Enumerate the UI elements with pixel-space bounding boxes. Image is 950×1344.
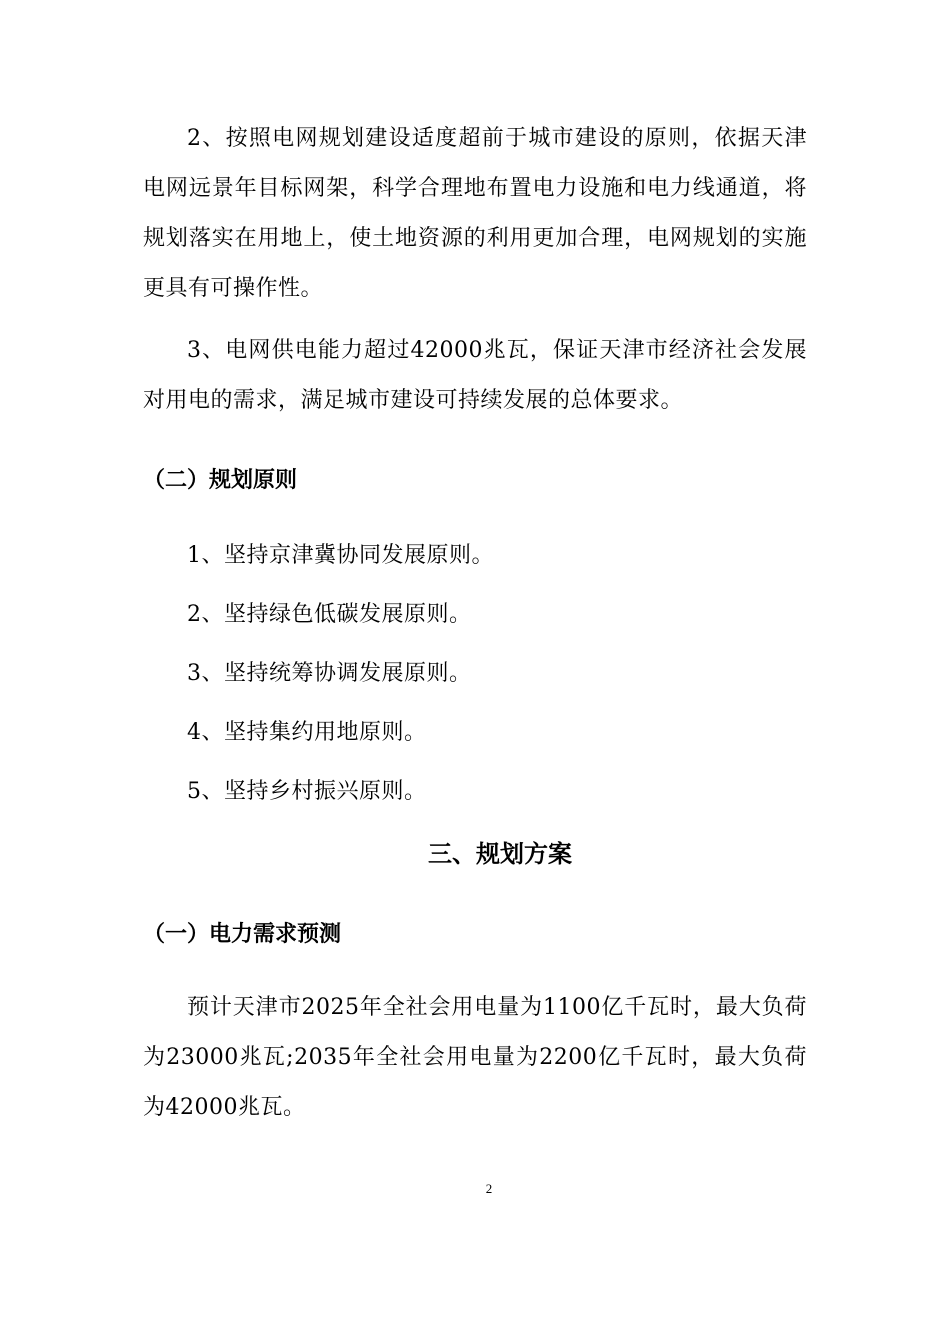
heading-planning-scheme: 三、规划方案 <box>428 840 572 868</box>
heading-planning-principles: （二）规划原则 <box>143 468 298 493</box>
paragraph-demand-forecast: 预计天津市2025年全社会用电量为1100亿千瓦时，最大负荷为23000兆瓦;2035年全社会用电量为2200亿千瓦时，最大负荷为42000兆瓦。 <box>143 995 807 1120</box>
principle-item-2: 2、坚持绿色低碳发展原则。 <box>187 602 472 627</box>
paragraph-supply-capacity: 3、电网供电能力超过42000兆瓦，保证天津市经济社会发展对用电的需求，满足城市建设可持续发展的总体要求。 <box>143 338 807 413</box>
principle-item-1: 1、坚持京津冀协同发展原则。 <box>187 543 494 568</box>
principle-item-4: 4、坚持集约用地原则。 <box>187 720 427 745</box>
page-number: 2 <box>485 1181 493 1196</box>
principle-item-5: 5、坚持乡村振兴原则。 <box>187 779 427 804</box>
heading-demand-forecast: （一）电力需求预测 <box>143 922 342 947</box>
principle-item-3: 3、坚持统筹协调发展原则。 <box>187 661 472 686</box>
paragraph-grid-construction: 2、按照电网规划建设适度超前于城市建设的原则，依据天津电网远景年目标网架，科学合理地布置电力设施和电力线通道，将规划落实在用地上，使土地资源的利用更加合理，电网规划的实施更具有可操作性。 <box>143 126 807 301</box>
